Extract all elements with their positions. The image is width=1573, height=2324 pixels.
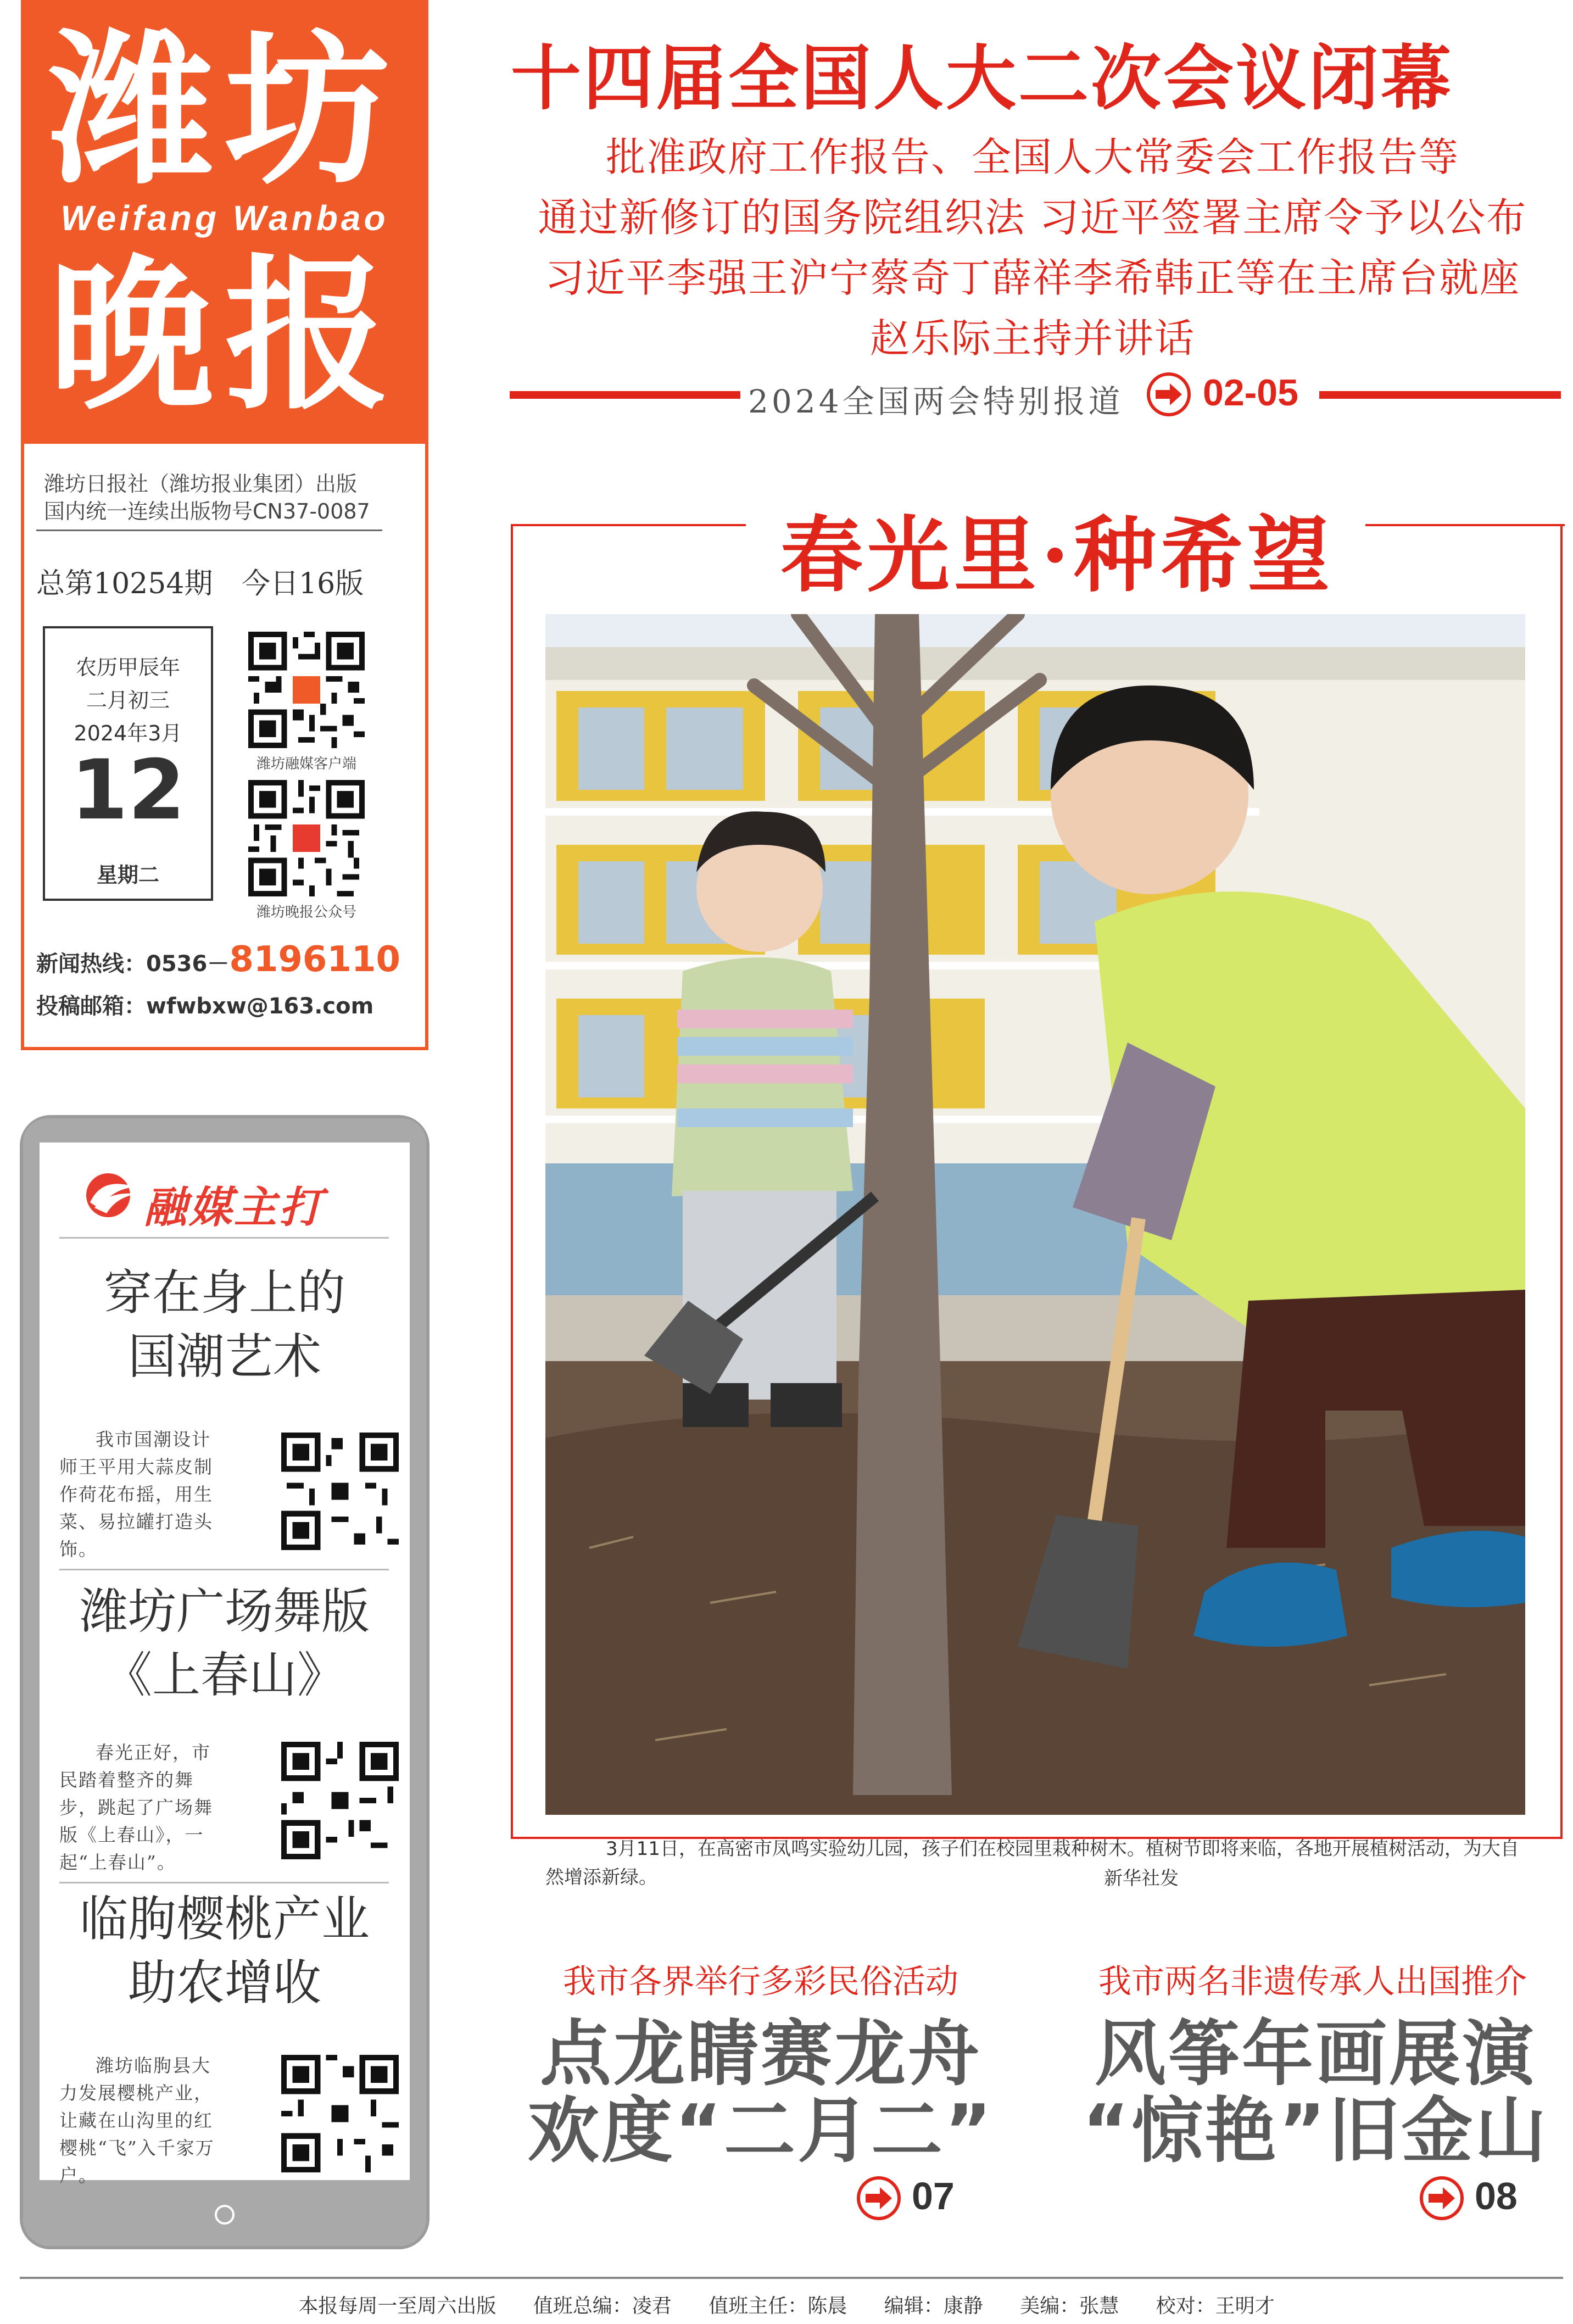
qr-code-item[interactable] xyxy=(281,1742,399,1859)
teaser-page-number[interactable]: 07 xyxy=(912,2175,955,2217)
sidebar-item-title[interactable]: 临朐樱桃产业 xyxy=(79,1891,370,1947)
hotline-label: 新闻热线：0536－ xyxy=(36,951,230,977)
qr-code-app[interactable] xyxy=(248,632,365,748)
teaser-headline[interactable]: 欢度“二月二” xyxy=(527,2089,994,2172)
divider xyxy=(59,1882,389,1883)
chief-editor: 值班总编：凌君 xyxy=(533,2295,672,2317)
year-month: 2024年3月 xyxy=(74,721,182,745)
phone-frame-top xyxy=(23,1118,426,1143)
footer-credits xyxy=(0,2290,1573,2319)
photo-caption: 3月11日，在高密市凤鸣实验幼儿园，孩子们在校园里栽种树木。植树节即将来临，各地开展植树活动，为大自然增添新绿。 xyxy=(545,1838,1519,1888)
sidebar-item-summary: 潍坊临朐县大力发展樱桃产业，让藏在山沟里的红樱桃“飞”入千家万户。 xyxy=(59,2055,215,2186)
divider xyxy=(1365,524,1565,526)
sidebar-item-title[interactable]: 穿在身上的 xyxy=(103,1264,345,1321)
teaser-kicker: 我市各界举行多彩民俗活动 xyxy=(563,1963,958,2001)
lunar-day: 二月初三 xyxy=(86,688,170,712)
masthead-name-top: 潍坊 xyxy=(49,13,400,207)
masthead-name-bottom: 晚报 xyxy=(49,238,400,432)
arrow-right-icon[interactable] xyxy=(1420,2176,1464,2220)
issue-number: 总第10254期 xyxy=(36,567,213,600)
sidebar-header: 融媒主打 xyxy=(144,1183,325,1233)
masthead-name-english: Weifang Wanbao xyxy=(60,198,389,238)
phone-home-button-icon xyxy=(215,2205,235,2225)
sidebar-item-title[interactable]: 助农增收 xyxy=(127,1954,321,2011)
media-sidebar xyxy=(20,1115,429,2249)
qr-code-item[interactable] xyxy=(281,2055,399,2172)
serial-number-line: 国内统一连续出版物号CN37-0087 xyxy=(44,499,370,523)
teaser-headline[interactable]: “惊艳”旧金山 xyxy=(1082,2089,1549,2172)
divider xyxy=(36,530,382,531)
photo-credit: 新华社发 xyxy=(1104,1868,1179,1890)
divider xyxy=(59,1237,389,1239)
divider xyxy=(511,524,746,526)
editor: 编辑：康静 xyxy=(884,2295,983,2317)
arrow-right-icon[interactable] xyxy=(857,2176,901,2220)
sidebar-item-title[interactable]: 《上春山》 xyxy=(103,1647,345,1703)
publication-schedule: 本报每周一至周六出版 xyxy=(298,2295,497,2317)
weekday: 星期二 xyxy=(96,863,159,887)
subheadline: 习近平李强王沪宁蔡奇丁薛祥李希韩正等在主席台就座 xyxy=(544,255,1520,301)
publisher-line: 潍坊日报社（潍坊报业集团）出版 xyxy=(44,472,358,496)
hotline-number[interactable]: 8196110 xyxy=(229,939,401,980)
subheadline: 批准政府工作报告、全国人大常委会工作报告等 xyxy=(605,134,1459,180)
proofreader: 校对：王明才 xyxy=(1156,2295,1275,2317)
media-logo-icon xyxy=(83,1171,138,1220)
date-box xyxy=(43,626,213,901)
day-number: 12 xyxy=(70,743,186,838)
lunar-year: 农历甲辰年 xyxy=(75,655,180,679)
qr-code-public-account[interactable] xyxy=(248,780,365,896)
qr-code-item[interactable] xyxy=(281,1433,399,1550)
subheadline: 赵乐际主持并讲话 xyxy=(869,315,1195,361)
teaser-page-number[interactable]: 08 xyxy=(1475,2175,1518,2217)
lead-headline[interactable]: 十四届全国人大二次会议闭幕 xyxy=(511,37,1454,120)
arrow-right-icon[interactable] xyxy=(1147,372,1191,416)
teaser-kicker: 我市两名非遗传承人出国推介 xyxy=(1098,1963,1527,2001)
divider xyxy=(59,1569,389,1570)
sidebar-item-title[interactable]: 潍坊广场舞版 xyxy=(79,1583,370,1640)
feature-photo[interactable] xyxy=(545,614,1525,1815)
qr-public-account-caption: 潍坊晚报公众号 xyxy=(256,904,356,921)
qr-app-caption: 潍坊融媒客户端 xyxy=(256,756,356,772)
sidebar-item-summary: 我市国潮设计师王平用大蒜皮制作荷花布摇，用生菜、易拉罐打造头饰。 xyxy=(59,1429,213,1560)
divider xyxy=(1319,391,1561,399)
teaser-headline[interactable]: 风筝年画展演 xyxy=(1094,2012,1536,2095)
divider xyxy=(20,2277,1563,2279)
duty-director: 值班主任：陈晨 xyxy=(709,2295,847,2317)
subheadline: 通过新修订的国务院组织法 习近平签署主席令予以公布 xyxy=(538,194,1527,241)
sidebar-item-summary: 春光正好，市民踏着整齐的舞步，跳起了广场舞版《上春山》，一起“上春山”。 xyxy=(59,1742,213,1873)
phone-frame-left xyxy=(23,1140,40,2189)
page-count: 今日16版 xyxy=(242,567,364,600)
news-hotline xyxy=(36,939,400,980)
divider xyxy=(510,391,740,399)
sidebar-item-title[interactable]: 国潮艺术 xyxy=(127,1328,321,1385)
submission-email[interactable]: 投稿邮箱：wfwbxw@163.com xyxy=(36,994,374,1019)
feature-title[interactable]: 春光里·种希望 xyxy=(780,507,1335,604)
phone-frame-right xyxy=(410,1140,426,2189)
special-report-pages[interactable]: 02-05 xyxy=(1203,372,1298,414)
art-editor: 美编：张慧 xyxy=(1020,2295,1119,2317)
teaser-headline[interactable]: 点龙睛赛龙舟 xyxy=(539,2012,981,2095)
masthead-logo-block xyxy=(24,0,425,444)
special-report-label: 2024全国两会特别报道 xyxy=(748,383,1124,420)
